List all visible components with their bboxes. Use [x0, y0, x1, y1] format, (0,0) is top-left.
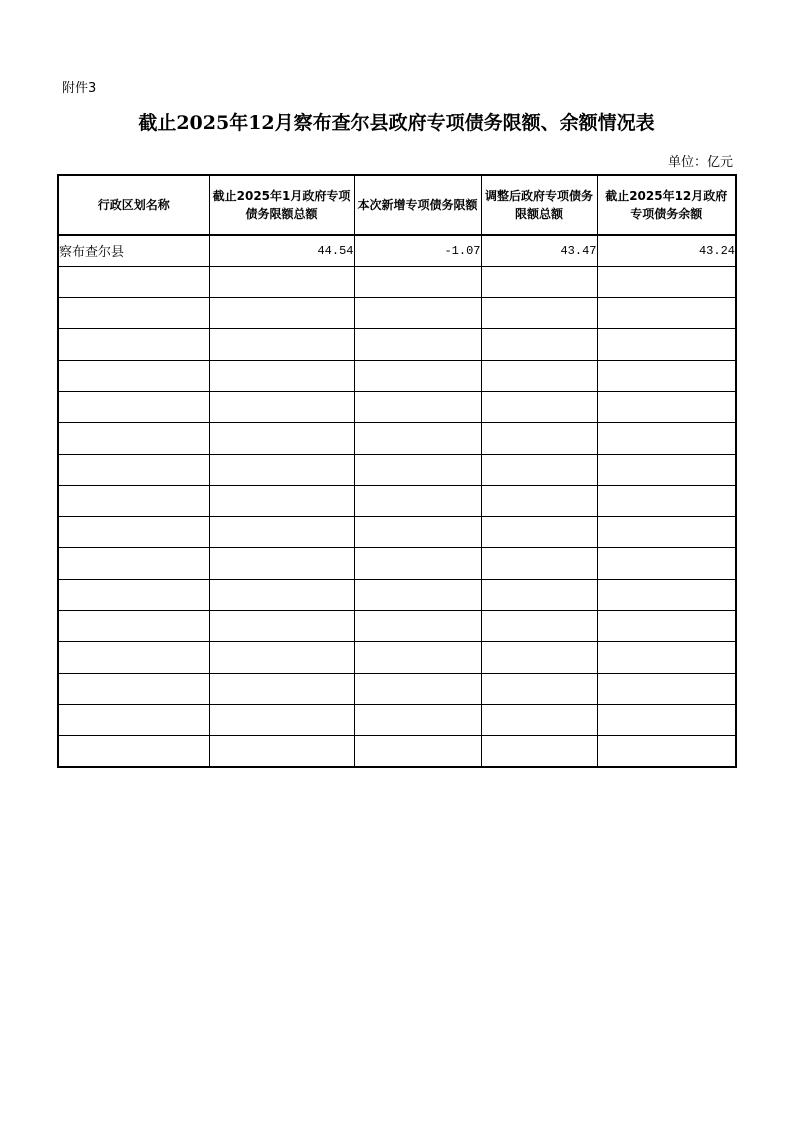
table-cell-empty	[481, 329, 597, 360]
table-cell-empty	[354, 485, 481, 516]
table-row-empty	[58, 642, 736, 673]
table-cell-empty	[597, 704, 736, 735]
table-cell-empty	[58, 673, 209, 704]
table-cell-empty	[209, 423, 354, 454]
table-cell-empty	[481, 485, 597, 516]
table-cell-empty	[58, 704, 209, 735]
unit-label: 单位：亿元	[667, 155, 733, 170]
table-cell-empty	[597, 485, 736, 516]
table-row-empty	[58, 329, 736, 360]
table-cell-empty	[58, 266, 209, 297]
table-cell-empty	[58, 548, 209, 579]
table-cell-empty	[481, 579, 597, 610]
table-cell-empty	[597, 517, 736, 548]
table-row-empty	[58, 736, 736, 767]
table-cell-empty	[354, 329, 481, 360]
table-cell-empty	[597, 454, 736, 485]
table-row-empty	[58, 548, 736, 579]
table-cell-empty	[209, 266, 354, 297]
table-cell-empty	[209, 454, 354, 485]
table-cell-empty	[597, 736, 736, 767]
header-balance-dec: 截止2025年12月政府专项债务余额	[597, 175, 736, 235]
table-cell-empty	[58, 485, 209, 516]
table-cell-empty	[597, 673, 736, 704]
table-cell-empty	[354, 517, 481, 548]
table-cell-empty	[597, 642, 736, 673]
table-cell-empty	[209, 517, 354, 548]
table-cell-empty	[481, 391, 597, 422]
table-cell-empty	[58, 423, 209, 454]
table-cell-empty	[209, 673, 354, 704]
table-cell-empty	[58, 642, 209, 673]
table-row-empty	[58, 360, 736, 391]
table-cell-empty	[481, 423, 597, 454]
attachment-label: 附件3	[62, 81, 97, 96]
table-cell-empty	[58, 454, 209, 485]
table-cell-empty	[597, 579, 736, 610]
table-cell-empty	[58, 736, 209, 767]
table-cell-empty	[354, 548, 481, 579]
table-cell-empty	[209, 391, 354, 422]
table-cell-empty	[481, 642, 597, 673]
table-row-empty	[58, 391, 736, 422]
header-region-name: 行政区划名称	[58, 175, 209, 235]
table-cell-empty	[597, 611, 736, 642]
table-cell-empty	[209, 298, 354, 329]
table-cell-empty	[354, 360, 481, 391]
table-cell-empty	[597, 298, 736, 329]
table-cell-empty	[354, 454, 481, 485]
debt-table	[57, 174, 737, 768]
cell-new-limit: -1.07	[354, 235, 481, 266]
table-cell-empty	[354, 266, 481, 297]
table-cell-empty	[58, 329, 209, 360]
table-cell-empty	[481, 673, 597, 704]
table-cell-empty	[354, 704, 481, 735]
table-cell-empty	[481, 517, 597, 548]
table-cell-empty	[354, 298, 481, 329]
header-adjusted-limit: 调整后政府专项债务限额总额	[481, 175, 597, 235]
table-cell-empty	[209, 360, 354, 391]
table-row-empty	[58, 517, 736, 548]
table-cell-empty	[354, 673, 481, 704]
table-cell-empty	[597, 548, 736, 579]
table-row-empty	[58, 454, 736, 485]
table-cell-empty	[58, 579, 209, 610]
table-cell-empty	[481, 454, 597, 485]
table-row-empty	[58, 485, 736, 516]
cell-adjusted-limit: 43.47	[481, 235, 597, 266]
table-cell-empty	[354, 391, 481, 422]
table-cell-empty	[354, 736, 481, 767]
table-row-empty	[58, 579, 736, 610]
table-cell-empty	[354, 579, 481, 610]
table-cell-empty	[481, 360, 597, 391]
table-cell-empty	[481, 266, 597, 297]
table-cell-empty	[209, 642, 354, 673]
table-cell-empty	[58, 517, 209, 548]
page-title: 截止2025年12月察布查尔县政府专项债务限额、余额情况表	[138, 112, 655, 134]
table-cell-empty	[354, 423, 481, 454]
table-cell-empty	[481, 298, 597, 329]
table-cell-empty	[354, 642, 481, 673]
table-cell-empty	[209, 329, 354, 360]
table-cell-empty	[209, 704, 354, 735]
table-cell-empty	[597, 423, 736, 454]
table-header-row	[58, 175, 736, 235]
table-cell-empty	[209, 736, 354, 767]
cell-region-name: 察布查尔县	[58, 235, 209, 266]
table-row-empty	[58, 704, 736, 735]
table-row-empty	[58, 298, 736, 329]
table-cell-empty	[209, 548, 354, 579]
table-cell-empty	[58, 391, 209, 422]
header-limit-jan: 截止2025年1月政府专项债务限额总额	[209, 175, 354, 235]
table-cell-empty	[354, 611, 481, 642]
table-cell-empty	[209, 485, 354, 516]
table-cell-empty	[597, 360, 736, 391]
table-row-empty	[58, 611, 736, 642]
table-cell-empty	[597, 329, 736, 360]
table-cell-empty	[481, 736, 597, 767]
cell-balance-dec: 43.24	[597, 235, 736, 266]
table-row-empty	[58, 266, 736, 297]
table-cell-empty	[58, 298, 209, 329]
table-row	[58, 235, 736, 266]
table-cell-empty	[597, 391, 736, 422]
table-cell-empty	[481, 548, 597, 579]
table-cell-empty	[597, 266, 736, 297]
table-cell-empty	[58, 360, 209, 391]
table-cell-empty	[209, 611, 354, 642]
table-cell-empty	[481, 611, 597, 642]
table-cell-empty	[481, 704, 597, 735]
table-cell-empty	[209, 579, 354, 610]
table-row-empty	[58, 673, 736, 704]
table-row-empty	[58, 423, 736, 454]
cell-limit-jan: 44.54	[209, 235, 354, 266]
header-new-limit: 本次新增专项债务限额	[354, 175, 481, 235]
table-cell-empty	[58, 611, 209, 642]
